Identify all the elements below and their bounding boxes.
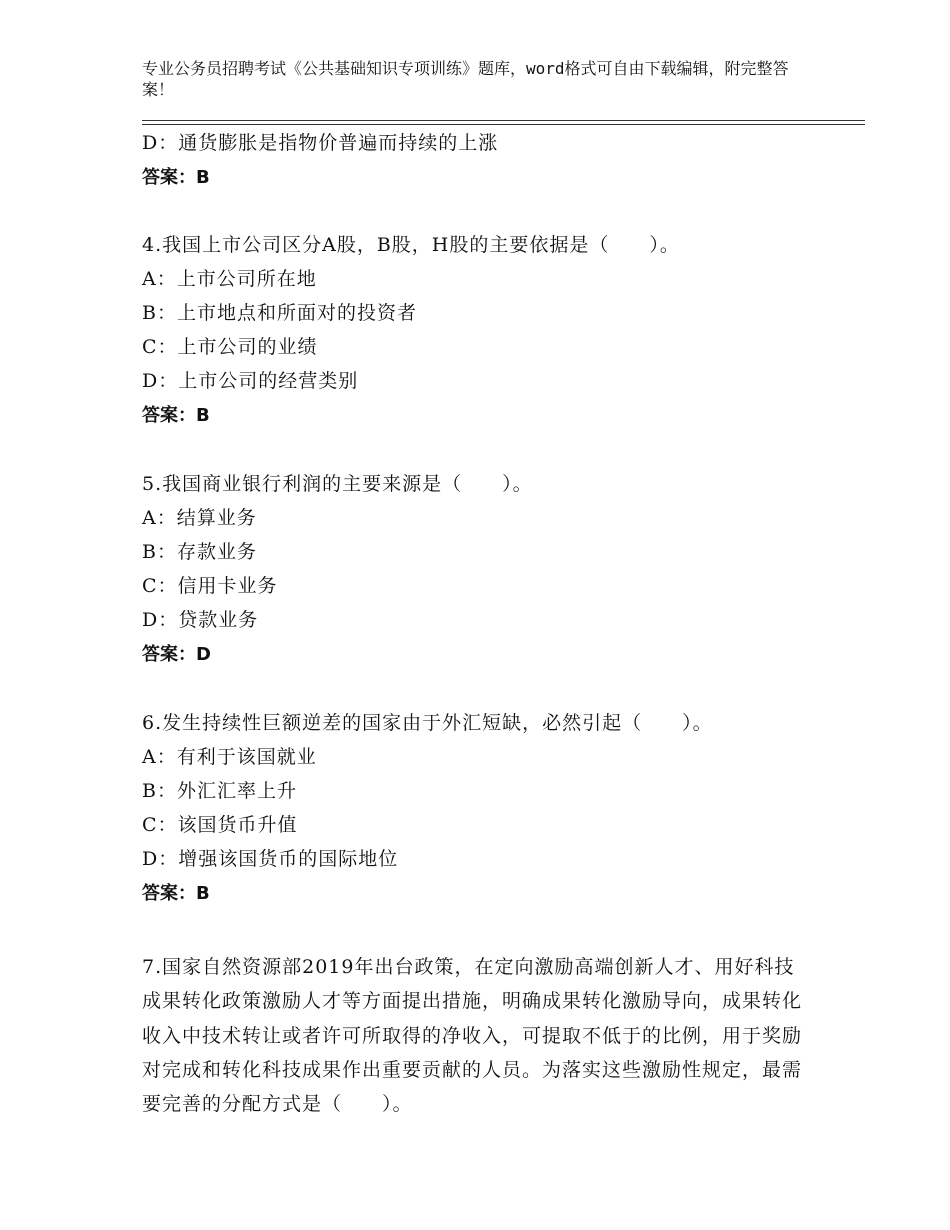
q4-stem: 4.我国上市公司区分A股，B股，H股的主要依据是（ ）。 — [142, 234, 680, 256]
q7-stem: 7.国家自然资源部2019年出台政策，在定向激励高端创新人才、用好科技成果转化政策激励人才等方面提出措施，明确成果转化激励导向，成果转化收入中技术转让或者许可所取得的净收入，可提取不低于的比例，用于奖励对完成和转化科技成果作出重要贡献的人员。为落实这些激励性规定，最需要完善的分配方式是（ ）。 — [142, 956, 803, 1116]
q5-option-a: A：结算业务 — [142, 507, 257, 529]
q4-option-c: C：上市公司的业绩 — [142, 336, 318, 358]
q6-option-d: D：增强该国货币的国际地位 — [142, 848, 399, 870]
q5-answer: 答案：D — [142, 644, 211, 665]
page-header: 专业公务员招聘考试《公共基础知识专项训练》题库，word格式可自由下载编辑，附完整答案！ — [142, 59, 789, 99]
q4-option-b: B：上市地点和所面对的投资者 — [142, 302, 417, 324]
q4-option-a: A：上市公司所在地 — [142, 268, 317, 290]
q3-answer: 答案：B — [142, 167, 210, 188]
q6-stem: 6.发生持续性巨额逆差的国家由于外汇短缺，必然引起（ ）。 — [142, 712, 713, 734]
q6-option-b: B：外汇汇率上升 — [142, 780, 297, 802]
q5-option-b: B：存款业务 — [142, 541, 257, 563]
q4-answer: 答案：B — [142, 405, 210, 426]
q3-option-d: D：通货膨胀是指物价普遍而持续的上涨 — [142, 132, 499, 154]
q4-option-d: D：上市公司的经营类别 — [142, 370, 359, 392]
q5-option-c: C：信用卡业务 — [142, 575, 278, 597]
q5-option-d: D：贷款业务 — [142, 609, 259, 631]
q5-stem: 5.我国商业银行利润的主要来源是（ ）。 — [142, 473, 533, 495]
q6-answer: 答案：B — [142, 883, 210, 904]
q6-option-a: A：有利于该国就业 — [142, 746, 317, 768]
q6-option-c: C：该国货币升值 — [142, 814, 298, 836]
header-divider — [142, 120, 865, 125]
